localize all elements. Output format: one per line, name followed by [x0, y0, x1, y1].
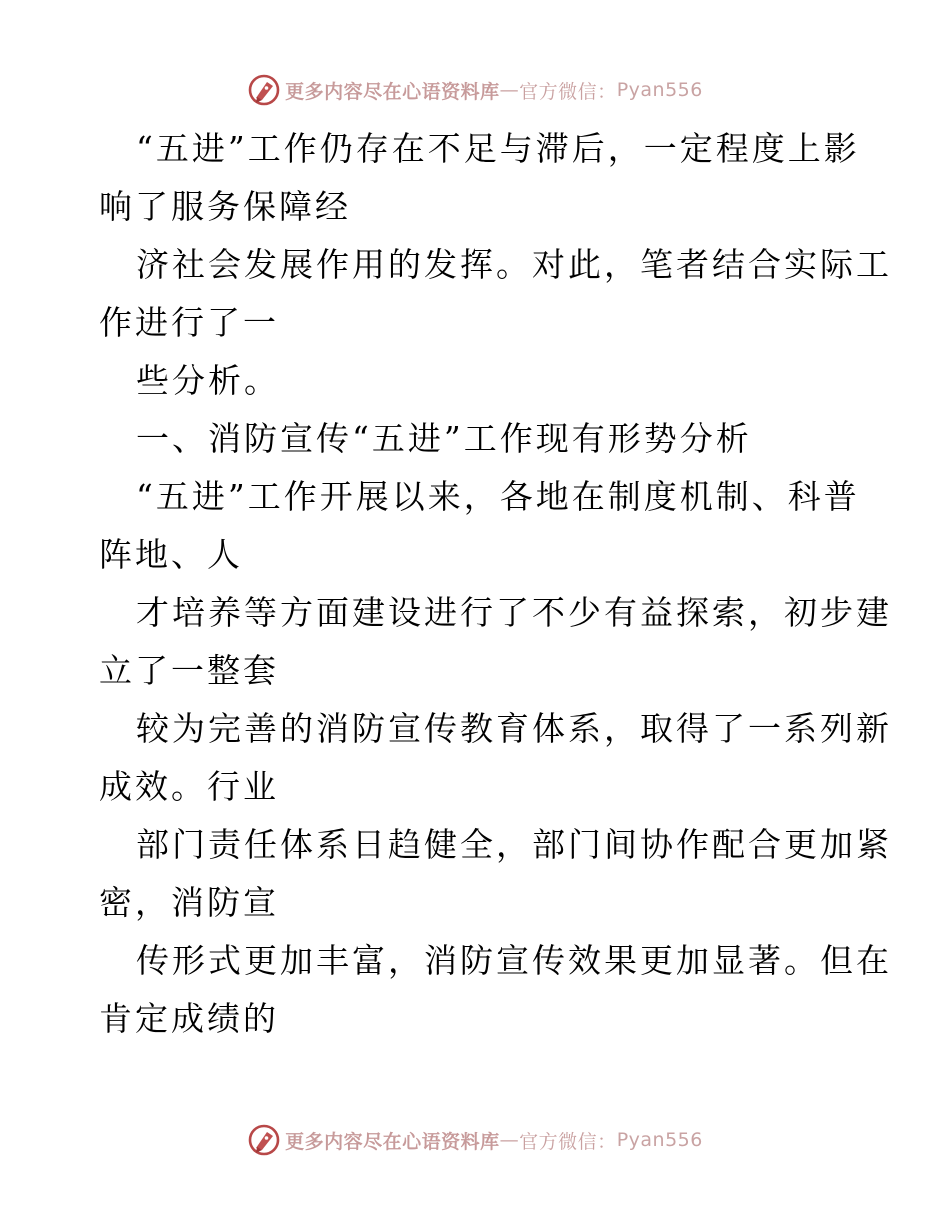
- body-line: 作进行了一: [99, 303, 279, 342]
- footer-label: 官方微信：: [519, 1130, 617, 1153]
- header-brand-text: 更多内容尽在心语资料库: [285, 80, 500, 103]
- header-separator: —: [499, 79, 520, 101]
- header-watermark: [0, 70, 950, 110]
- footer-handle: Pyan556: [616, 1129, 703, 1151]
- body-line: “五进”工作仍存在不足与滞后，一定程度上影: [136, 129, 860, 168]
- body-line: “五进”工作开展以来，各地在制度机制、科普: [136, 477, 860, 516]
- body-line: 部门责任体系日趋健全，部门间协作配合更加紧: [136, 825, 892, 864]
- body-line: 济社会发展作用的发挥。对此，笔者结合实际工: [136, 245, 892, 284]
- body-line: 成效。行业: [99, 767, 279, 806]
- footer-watermark: [0, 1120, 950, 1160]
- pen-nib-circle-logo: [247, 73, 281, 107]
- footer-brand-text: 更多内容尽在心语资料库: [285, 1130, 500, 1153]
- body-line: 传形式更加丰富，消防宣传效果更加显著。但在: [136, 941, 892, 980]
- body-line: 立了一整套: [99, 651, 279, 690]
- body-line: 较为完善的消防宣传教育体系，取得了一系列新: [136, 709, 892, 748]
- body-line: 肯定成绩的: [99, 999, 279, 1038]
- body-line: 阵地、人: [99, 535, 243, 574]
- body-line: 些分析。: [136, 361, 280, 400]
- pen-nib-circle-logo: [247, 1123, 281, 1157]
- body-line: 密，消防宣: [99, 883, 279, 922]
- section-heading: 一、消防宣传“五进”工作现有形势分析: [136, 419, 752, 458]
- header-label: 官方微信：: [519, 80, 617, 103]
- footer-separator: —: [499, 1129, 520, 1151]
- body-line: 响了服务保障经: [99, 187, 351, 226]
- body-line: 才培养等方面建设进行了不少有益探索，初步建: [136, 593, 892, 632]
- header-handle: Pyan556: [616, 79, 703, 101]
